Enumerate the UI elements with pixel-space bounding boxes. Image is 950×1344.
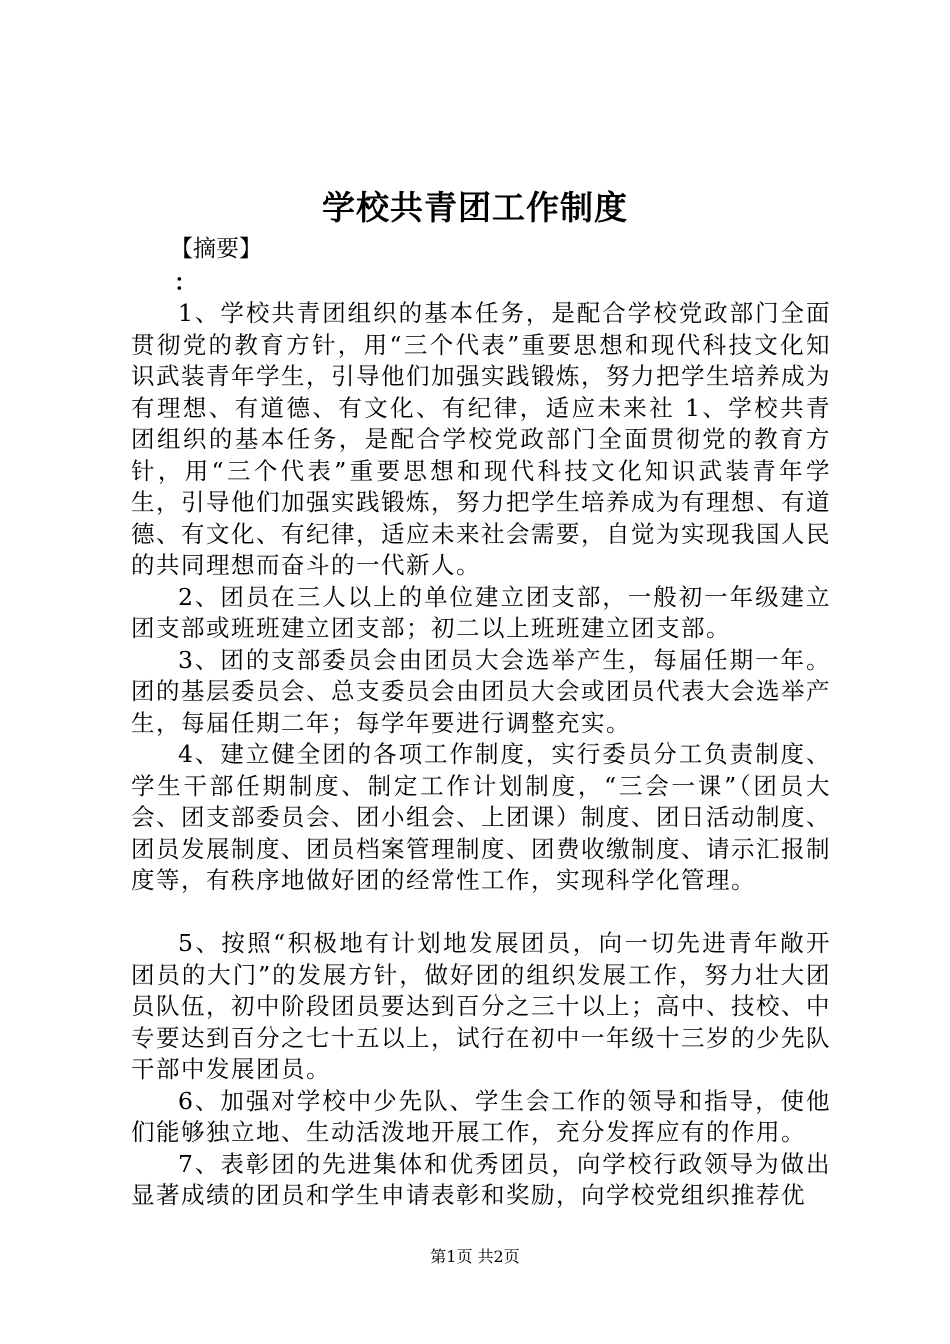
paragraph-2: 2、团员在三人以上的单位建立团支部，一般初一年级建立团支部或班班建立团支部；初二以上班班建立团支部。 (131, 582, 831, 642)
document-title: 学校共青团工作制度 (322, 188, 628, 227)
paragraph-5: 5、按照“积极地有计划地发展团员，向一切先进青年敞开团员的大门”的发展方针，做好团的组织发展工作，努力壮大团员队伍，初中阶段团员要达到百分之三十以上；高中、技校、中专要达到百分之七十五以上，试行在初中一年级十三岁的少先队干部中发展团员。 (131, 929, 831, 1083)
abstract-label: 【摘要】 (170, 236, 262, 262)
paragraph-4: 4、建立健全团的各项工作制度，实行委员分工负责制度、学生干部任期制度、制定工作计划制度，“三会一课”（团员大会、团支部委员会、团小组会、上团课）制度、团日活动制度、团员发展制度、团员档案管理制度、团费收缴制度、请示汇报制度等，有秩序地做好团的经常性工作，实现科学化管理。 (131, 740, 831, 894)
abstract-colon: ： (174, 269, 197, 296)
paragraph-3: 3、团的支部委员会由团员大会选举产生，每届任期一年。团的基层委员会、总支委员会由团员大会或团员代表大会选举产生，每届任期二年；每学年要进行调整充实。 (131, 645, 831, 737)
document-body (131, 298, 831, 1212)
paragraph-1: 1、学校共青团组织的基本任务，是配合学校党政部门全面贯彻党的教育方针，用“三个代表”重要思想和现代科技文化知识武装青年学生，引导他们加强实践锻炼，努力把学生培养成为有理想、有道德、有文化、有纪律，适应未来社 1、学校共青团组织的基本任务，是配合学校党政部门全面贯彻党的教育方针，用“三个代表”重要思想和现代科技文化知识武装青年学生，引导他们加强实践锻炼，努力把学生培养成为有理想、有道德、有文化、有纪律，适应未来社会需要，自觉为实现我国人民的共同理想而奋斗的一代新人。 (131, 299, 831, 579)
paragraph-6: 6、加强对学校中少先队、学生会工作的领导和指导，使他们能够独立地、生动活泼地开展工作，充分发挥应有的作用。 (131, 1086, 831, 1146)
paragraph-7: 7、表彰团的先进集体和优秀团员，向学校行政领导为做出显著成绩的团员和学生申请表彰和奖励，向学校党组织推荐优 (131, 1149, 831, 1209)
page-footer: 第1页 共2页 (430, 1247, 520, 1266)
